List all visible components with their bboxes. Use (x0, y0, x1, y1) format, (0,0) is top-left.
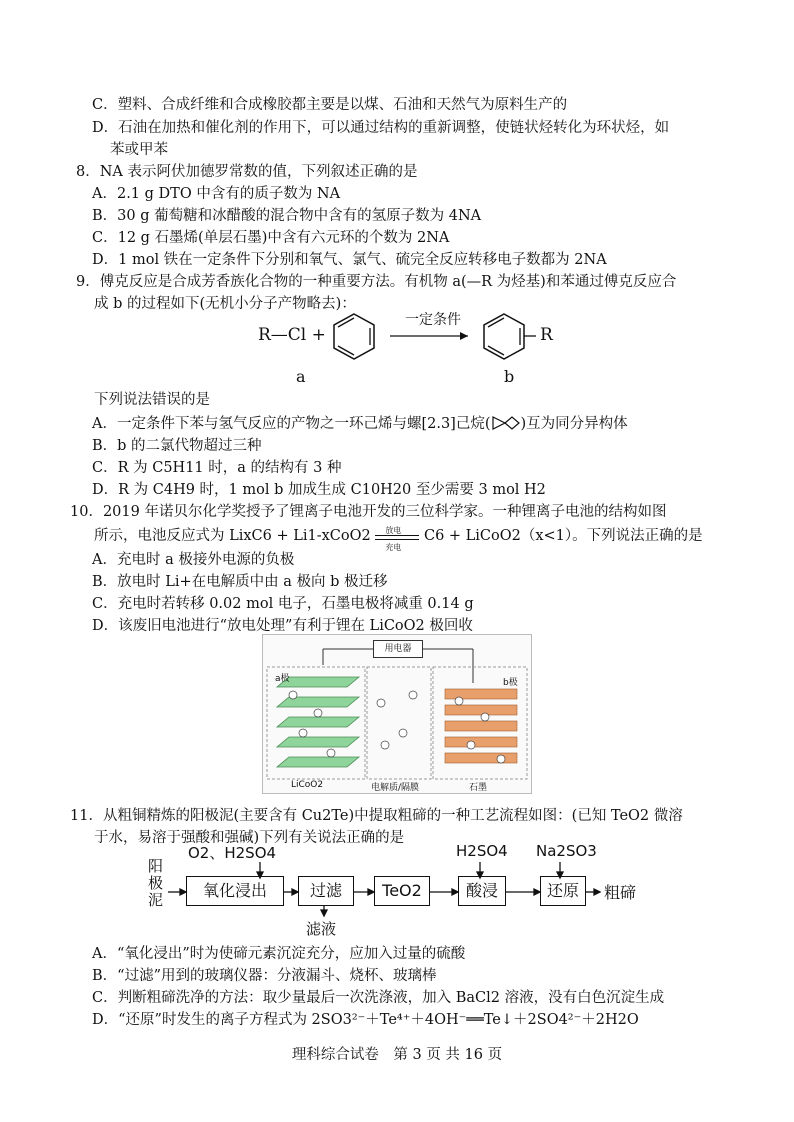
flow-step-filter: 过滤 (298, 876, 354, 906)
q11-option-d: D．“还原”时发生的离子方程式为 2SO3²⁻＋Te⁴⁺＋4OH⁻══Te↓＋2SO4²⁻＋2H2O (92, 1012, 639, 1028)
label-b: b (504, 367, 515, 386)
equilibrium-arrow (375, 526, 419, 552)
q11-option-a: A．“氧化浸出”时为使碲元素沉淀充分，应加入过量的硫酸 (92, 946, 466, 962)
reactant-label: R—Cl + (258, 325, 326, 345)
flow-reagent-2: H2SO4 (456, 842, 508, 860)
q9-option-d: D．R 为 C4H9 时，1 mol b 加成生成 C10H20 至少需要 3 mol H2 (92, 482, 546, 498)
benzene-ring-icon (334, 314, 374, 359)
q11-stem-cont: 于水，易溶于强酸和强碱)下列有关说法正确的是 (94, 830, 405, 846)
flow-reagent-3: Na2SO3 (536, 842, 597, 860)
q9-stem-cont: 成 b 的过程如下(无机小分子产物略去)： (94, 296, 356, 312)
q10-option-a: A．充电时 a 极接外电源的负极 (92, 552, 295, 568)
q10-option-b: B．放电时 Li+在电解质中由 a 极向 b 极迁移 (92, 574, 388, 590)
licoo2-label: LiCoO2 (291, 780, 324, 790)
arrow-bottom-label: 充电 (385, 543, 402, 552)
q10-stem-cont (94, 526, 703, 552)
flow-step-oxidation: 氧化浸出 (186, 876, 284, 906)
flow-step-teo2: TeO2 (374, 876, 430, 906)
q8-option-d: D．1 mol 铁在一定条件下分别和氧气、氯气、硫完全反应转移电子数都为 2NA (92, 252, 607, 268)
flow-filtrate: 滤液 (306, 920, 337, 938)
q9-prompt: 下列说法错误的是 (94, 392, 210, 408)
a-pole-label: a极 (275, 674, 290, 684)
q9-option-a-text: A．一定条件下苯与氢气反应的产物之一环己烯与螺[2.3]己烷( (92, 416, 491, 432)
reaction-scheme (318, 306, 738, 368)
q8-option-a: A．2.1 g DTO 中含有的质子数为 NA (92, 186, 341, 202)
q10-equation-right: C6 + LiCoO2（x<1）。下列说法正确的是 (423, 528, 703, 544)
q10-option-d: D．该废旧电池进行“放电处理”有利于锂在 LiCoO2 极回收 (92, 618, 473, 634)
page-footer: 理科综合试卷 第 3 页 共 16 页 (291, 1047, 503, 1063)
label-a: a (296, 367, 306, 386)
arrow-top-label: 放电 (385, 526, 402, 535)
q8-stem: 8．NA 表示阿伏加德罗常数的值，下列叙述正确的是 (76, 164, 418, 180)
flow-step-reduction: 还原 (540, 876, 586, 906)
q9-option-a (92, 414, 628, 434)
product-r-label: R (540, 325, 553, 345)
graphite-label: 石墨 (469, 783, 488, 793)
q9-option-c: C．R 为 C5H11 时，a 的结构有 3 种 (92, 460, 342, 476)
q11-option-c: C．判断粗碲洗净的方法：取少量最后一次洗涤液，加入 BaCl2 溶液，没有白色沉淀生成 (92, 990, 665, 1006)
q7-option-d-cont: 苯或甲苯 (110, 142, 168, 158)
q11-stem: 11．从粗铜精炼的阳极泥(主要含有 Cu2Te)中提取粗碲的一种工艺流程如图：(已知 TeO2 微溶 (70, 808, 683, 824)
b-pole-label: b极 (503, 678, 518, 688)
flow-end-label: 粗碲 (604, 883, 637, 902)
q10-stem: 10．2019 年诺贝尔化学奖授予了锂离子电池开发的三位科学家。一种锂离子电池的结构如图 (70, 504, 667, 520)
q8-option-b: B．30 g 葡萄糖和冰醋酸的混合物中含有的氢原子数为 4NA (92, 208, 482, 224)
spiro-hexane-icon (491, 415, 521, 431)
benzene-ring-icon (484, 314, 536, 359)
flow-reagent-1: O2、H2SO4 (188, 844, 277, 862)
q9-stem: 9．傅克反应是合成芳香族化合物的一种重要方法。有机物 a(—R 为烃基)和苯通过傅克反应合 (76, 274, 677, 290)
flow-start-label: 阳 极 泥 (148, 857, 164, 909)
q11-option-b: B．“过滤”用到的玻璃仪器：分液漏斗、烧杯、玻璃棒 (92, 968, 437, 984)
q10-option-c: C．充电时若转移 0.02 mol 电子，石墨电极将减重 0.14 g (92, 596, 474, 612)
q8-option-c: C．12 g 石墨烯(单层石墨)中含有六元环的个数为 2NA (92, 230, 450, 246)
flow-step-acid-leach: 酸浸 (458, 876, 506, 906)
q10-equation-left: 所示，电池反应式为 LixC6 + Li1-xCoO2 (94, 528, 371, 544)
q7-option-c: C．塑料、合成纤维和合成橡胶都主要是以煤、石油和天然气为原料生产的 (92, 97, 568, 113)
q7-option-d: D．石油在加热和催化剂的作用下，可以通过结构的重新调整，使链状烃转化为环状烃，如 (92, 120, 670, 136)
device-label: 用电器 (373, 640, 423, 658)
q9-option-a-text-end: )互为同分异构体 (520, 416, 628, 432)
q9-option-b: B．b 的二氯代物超过三种 (92, 438, 262, 454)
battery-figure (262, 634, 532, 794)
electrolyte-label: 电解质/隔膜 (371, 783, 420, 793)
reaction-condition: 一定条件 (405, 312, 461, 328)
